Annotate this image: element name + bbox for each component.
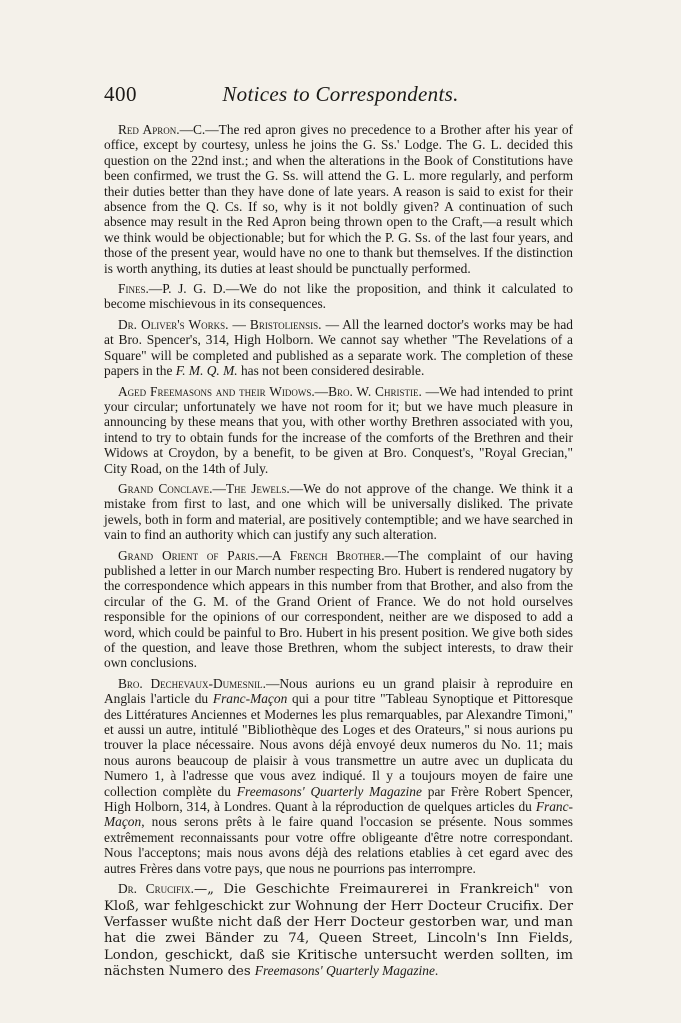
notice-red-apron	[104, 122, 573, 276]
notice-oliver-works	[104, 317, 573, 379]
notice-text: , nous serons prêts à le faire quand l'occasion se présente. Nous sommes extrêmement reconnaissants pour votre offre obligeante d'être notre correspondant. Nous l'acceptons; mais nous avons déjà des relations etablies à cet egard avec des autres Frères dans votre pays, que nous ne pourrions pas interrompre.	[104, 814, 573, 876]
notice-text: — All the learned doctor's works may be had at Bro. Spencer's, 314, High Holborn. We cannot say whether "The Revelations of a Square" will be completed and published as a separate work. The completion of these papers in the	[104, 316, 573, 379]
notice-heading: Bro. Dechevaux-Dumesnil.	[118, 675, 266, 691]
notice-aged-freemasons	[104, 384, 573, 476]
notice-dechevaux-dumesnil	[104, 676, 573, 876]
notice-grand-conclave	[104, 481, 573, 543]
notice-heading: Fines.	[118, 281, 149, 297]
notice-heading: Dr. Crucifix.	[118, 881, 194, 897]
notice-text: —We do not approve of the change. We think it a mistake from first to last, and one which will be universally disliked. The private jewels, both in form and material, are positively contemptible; and we have searched in vain to find an authority which can justify any such alteration.	[104, 480, 573, 543]
notice-text: —The complaint of our having published a letter in our March number respecting Bro. Hubert is rendered nugatory by the correspondence which appears in this number from that Brother, and also from the circular of the G. M. of the Grand Orient of France. We do not hold ourselves responsible for the opinions of our correspondent, neither are we disposed to add a word, which could be painful to Bro. Hubert in his present position. We give both sides of the question, and leave those Brethren, whom the subject interests, to draw their own conclusions.	[104, 547, 573, 671]
journal-title: Franc-Maçon	[212, 691, 288, 707]
notice-fines	[104, 281, 573, 312]
notice-text: —We had intended to print your circular; unfortunately we have not room for it; but we have much pleasure in announcing by these means that you, with other worthy Brethren associated with you, intend to try to obtain funds for the increase of the comforts of the Brethren and their Widows at Croydon, by a benefit, to be given at Bro. Conquest's, "Royal Grecian," City Road, on the 14th of July.	[104, 383, 573, 476]
notice-heading: Aged Freemasons and their Widows.—Bro. W. Christie.	[118, 383, 422, 399]
journal-title: Franc-Maçon	[104, 799, 573, 830]
notice-heading: Grand Orient of Paris.—A French Brother.	[118, 547, 385, 563]
notice-heading: Red Apron.—C.	[118, 122, 206, 137]
notice-heading: Grand Conclave.—The Jewels.	[118, 480, 290, 496]
notice-text: qui a pour titre "Tableau Synoptique et Pittoresque des Littératures Anciennes et Modernes les plus remarquables, par Alexandre Timoni," et aussi un autre, intitulé "Bibliothèque des Loges et des Orateurs," si nous aurions pu trouver la place nécessaire. Nous avons déjà envoyé deux numeros du No. 11; mais nous aurons beaucoup de plaisir à vous transmettre un autre avec un duplicata du Numero 1, à l'adresse que vous avez indiqué. Il y a toujours moyen de faire une collection complète du	[104, 691, 573, 799]
journal-title: Freemasons' Quarterly Magazine	[236, 783, 422, 799]
notice-grand-orient	[104, 548, 573, 671]
notice-text: —P. J. G. D.—We do not like the proposition, and think it calculated to become mischievous in its consequences.	[104, 281, 573, 312]
notice-text: par Frère Robert Spencer, High Holborn, 314, à Londres. Quant à la réproduction de quelques articles du	[104, 783, 574, 815]
notices-body	[104, 122, 573, 985]
notice-heading: Dr. Oliver's Works. — Bristoliensis.	[118, 316, 322, 332]
magazine-abbrev: F. M. Q. M.	[175, 363, 238, 379]
journal-title: Freemasons' Quarterly Magazine	[254, 963, 435, 979]
notice-text-german: —„ Die Geschichte Freimaurerei in Frankreich" von Kloß, war fehlgeschickt zur Wohnung der Herr Docteur Crucifix. Der Verfasser wußte nicht daß der Herr Docteur gestorben war, und man hat die zwei Bänder zu 74, Queen Street, Lincoln's Inn Fields, London, geschickt, daß sie Kritische untersucht werden sollten, im nächsten Numero des	[104, 882, 574, 980]
notice-text-after: has not been considered desirable.	[237, 363, 425, 379]
running-title: Notices to Correspondents.	[222, 82, 459, 106]
page-header	[104, 82, 577, 112]
notice-text: —Nous aurions eu un grand plaisir à reproduire en Anglais l'article du	[104, 675, 573, 707]
notice-crucifix	[104, 881, 573, 979]
notice-text: —The red apron gives no precedence to a Brother after his year of office, except by courtesy, unless he joins the G. Ss.' Lodge. The G. L. decided this question on the 22nd inst.; and when the alterations in the Book of Constitutions have been confirmed, we trust the G. Ss. will attend the G. L. more regularly, and perform their duties better than they have done of late years. A reason is said to exist for their absence from the Q. Cs. If so, why is it not boldly given? A continuation of such absence may result in the Red Apron being thrown open to the Craft,—a result which we think would be objectionable; but for which the P. G. Ss. of the last four years, and those of the present year, would have no one to thank but themselves. If the distinction is worth anything, its duties at least should be punctually performed.	[104, 122, 573, 276]
notice-text-after: .	[434, 963, 439, 979]
page-number: 400	[104, 82, 137, 106]
